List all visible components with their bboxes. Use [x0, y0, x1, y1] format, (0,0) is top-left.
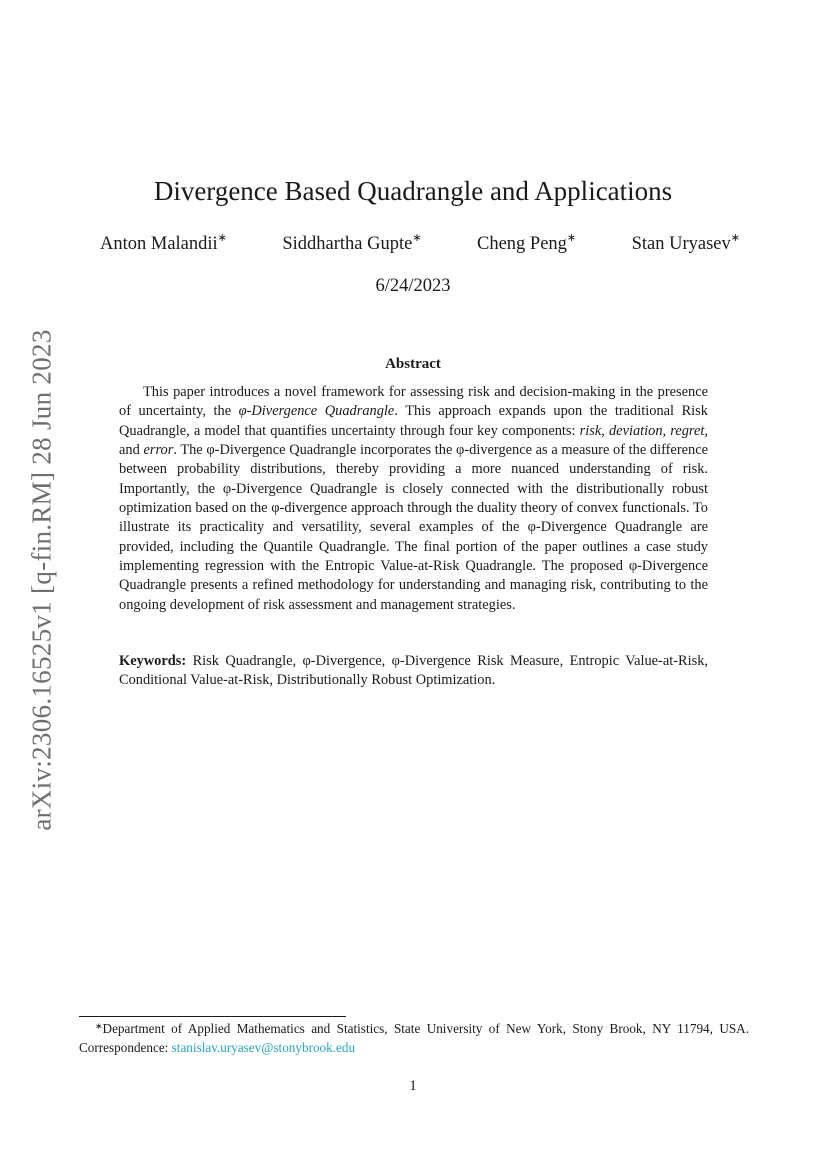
- author-name: Anton Malandii∗: [100, 232, 227, 254]
- author-list: [100, 234, 740, 255]
- arxiv-identifier-stamp: arXiv:2306.16525v1 [q-fin.RM] 28 Jun 2023: [26, 329, 57, 831]
- paper-title: Divergence Based Quadrangle and Applications: [153, 176, 673, 206]
- affiliation-footnote: ∗Department of Applied Mathematics and Statistics, State University of New York, Stony Brook, NY 11794, USA. Correspondence: stanislav.uryasev@stonybrook.edu: [79, 1021, 749, 1056]
- keywords-paragraph: [119, 652, 708, 691]
- paper-date: 6/24/2023: [375, 276, 451, 296]
- correspondence-email-link[interactable]: stanislav.uryasev@stonybrook.edu: [171, 1040, 356, 1056]
- page-number: 1: [409, 1078, 417, 1094]
- keywords-list: Risk Quadrangle, φ-Divergence, φ-Divergence Risk Measure, Entropic Value-at-Risk, Conditional Value-at-Risk, Distributionally Robust Optimization.: [119, 653, 708, 689]
- author-name: Stan Uryasev∗: [631, 232, 740, 254]
- footnote-divider: [79, 1016, 346, 1017]
- author-name: Cheng Peng∗: [476, 232, 577, 254]
- keywords-label: Keywords:: [119, 653, 187, 669]
- abstract-text: This paper introduces a novel framework for assessing risk and decision-making in the presence of uncertainty, the φ-Divergence Quadrangle. This approach expands upon the traditional Risk Quadrangle, a model that quantifies uncertainty through four key components: risk, deviation, regret, and error. The φ-Divergence Quadrangle incorporates the φ-divergence as a measure of the difference between probability distributions, thereby providing a more nuanced understanding of risk. Importantly, the φ-Divergence Quadrangle is closely connected with the distributionally robust optimization based on the φ-divergence approach through the duality theory of convex functionals. To illustrate its practicality and versatility, several examples of the φ-Divergence Quadrangle are provided, including the Quantile Quadrangle. The final portion of the paper outlines a case study implementing regression with the Entropic Value-at-Risk Quadrangle. The proposed φ-Divergence Quadrangle presents a refined methodology for understanding and managing risk, contributing to the ongoing development of risk assessment and management strategies.: [119, 384, 708, 613]
- author-name: Siddhartha Gupte∗: [282, 232, 422, 254]
- abstract-heading: Abstract: [385, 356, 441, 372]
